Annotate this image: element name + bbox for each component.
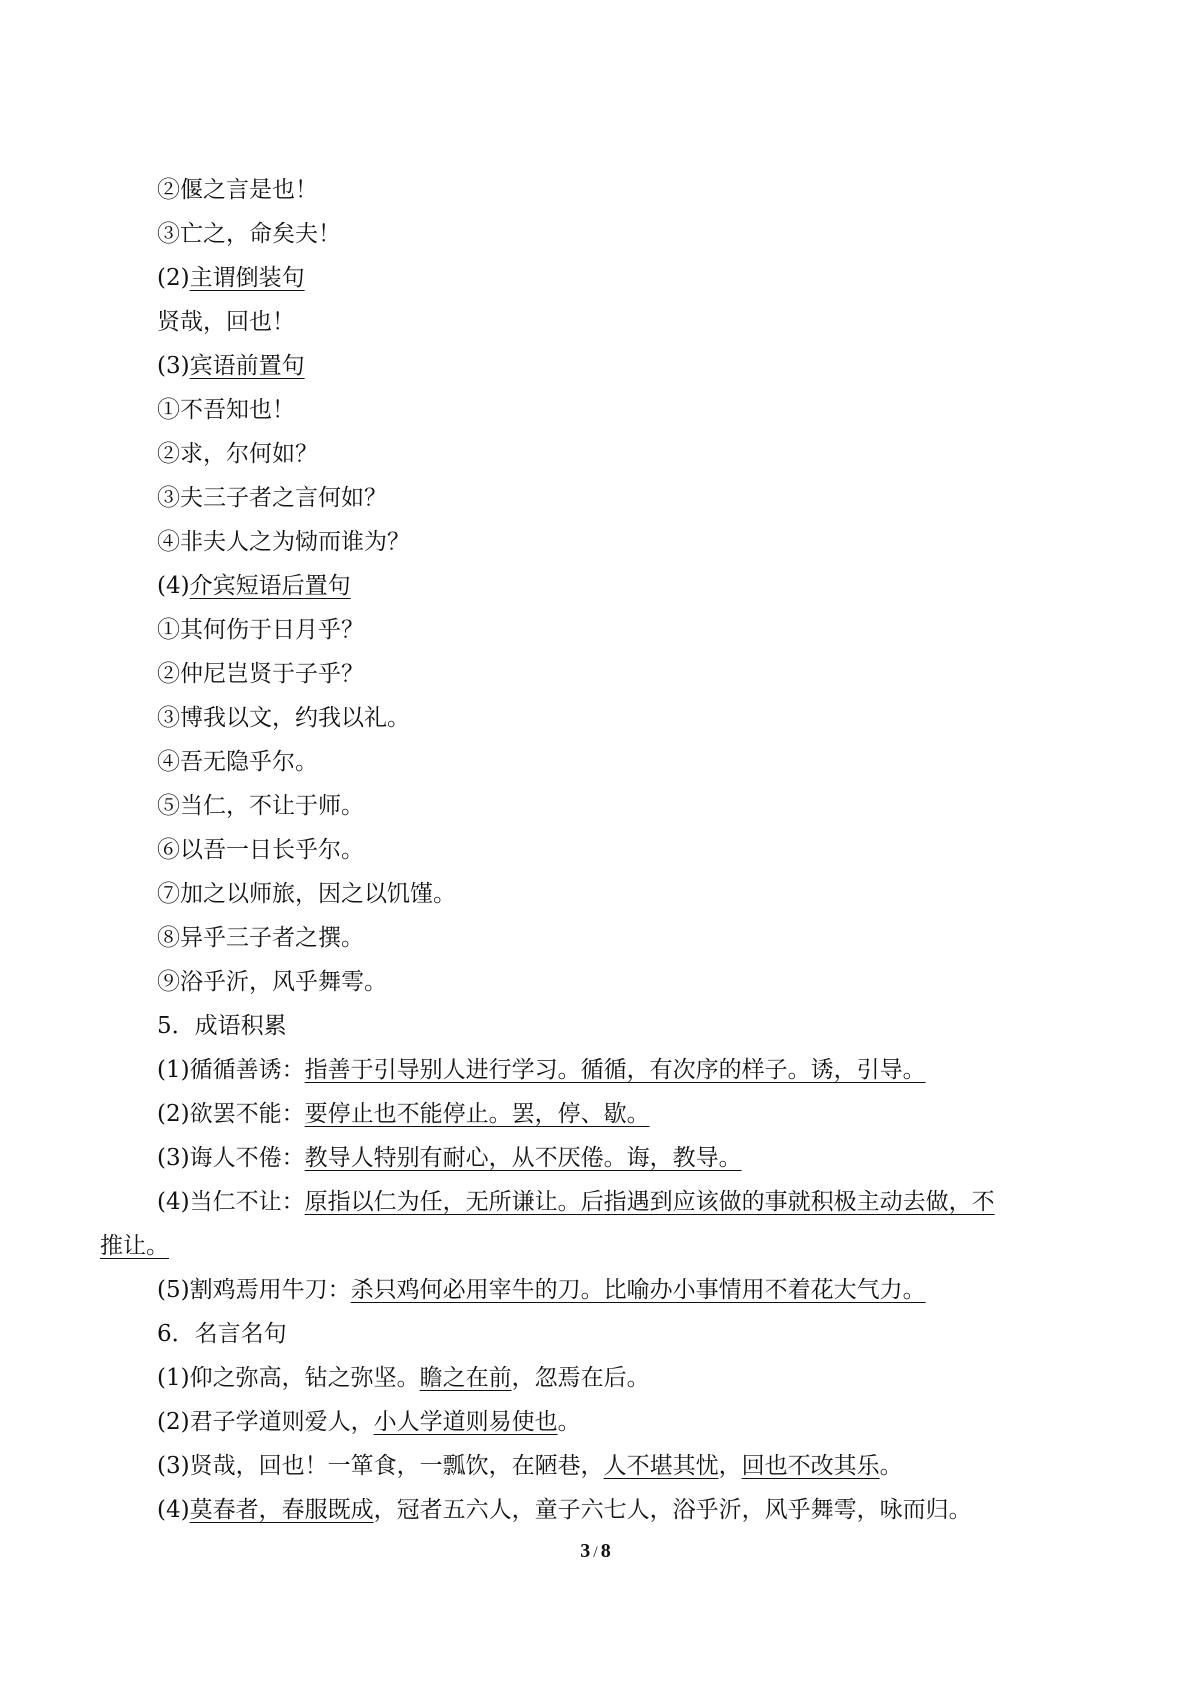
underlined-heading: 宾语前置句 [189, 353, 305, 379]
subsection-heading [100, 256, 1060, 300]
text-line: ①其何伤于日月乎？ [157, 617, 364, 643]
idiom-definition: 指善于引导别人进行学习。循循，有次序的样子。诱，引导。 [304, 1057, 926, 1083]
text-line: ④吾无隐乎尔。 [157, 749, 318, 775]
page-body [100, 168, 1060, 1532]
text-line: ③夫三子者之言何如？ [157, 485, 387, 511]
quote-text: ，忽焉在后。 [511, 1365, 650, 1391]
quote-text: ， [718, 1453, 742, 1479]
text-line: ⑦加之以师旅，因之以饥馑。 [157, 881, 456, 907]
text-line: ④非夫人之为恸而谁为？ [157, 529, 410, 555]
quote-text: (2)君子学道则爱人， [157, 1409, 374, 1435]
idiom-definition: 杀只鸡何必用宰牛的刀。比喻办小事情用不着花大气力。 [350, 1277, 926, 1303]
page-current: 3 [580, 1540, 591, 1562]
idiom-entry-continuation [100, 1224, 1060, 1268]
quote-text: ，冠者五六人，童子六七人，浴乎沂，风乎舞雩，咏而归。 [373, 1497, 972, 1523]
text-line: ②求，尔何如？ [157, 441, 318, 467]
text-line: ③博我以文，约我以礼。 [157, 705, 410, 731]
idiom-definition: 原指以仁为任，无所谦让。后指遇到应该做的事就积极主动去做，不 [304, 1189, 995, 1215]
text-line: 贤哉，回也！ [157, 309, 295, 335]
idiom-term: (2)欲罢不能： [157, 1101, 305, 1127]
quote-text: (3)贤哉，回也！一箪食，一瓢饮，在陋巷， [157, 1453, 604, 1479]
page-separator: / [593, 1544, 598, 1561]
text-line: ②偃之言是也！ [157, 177, 318, 203]
idiom-entry [100, 1092, 1060, 1136]
idiom-term: (1)循循善诱： [157, 1057, 305, 1083]
subsection-heading [100, 344, 1060, 388]
idiom-definition: 要停止也不能停止。罢，停、歇。 [304, 1101, 650, 1127]
idiom-entry [100, 1136, 1060, 1180]
quote-line [100, 1444, 1060, 1488]
quote-answer: 瞻之在前 [419, 1365, 512, 1391]
page-total: 8 [600, 1540, 611, 1562]
quote-answer: 莫春者，春服既成 [189, 1497, 374, 1523]
idiom-definition: 推让。 [100, 1233, 169, 1259]
quote-text: (1)仰之弥高，钻之弥坚。 [157, 1365, 420, 1391]
idiom-entry [100, 1180, 1060, 1224]
quote-text: 。 [879, 1453, 903, 1479]
text-line: ⑧异乎三子者之撰。 [157, 925, 364, 951]
subsection-heading [100, 564, 1060, 608]
underlined-heading: 主谓倒装句 [189, 265, 305, 291]
text-line: ⑤当仁，不让于师。 [157, 793, 364, 819]
underlined-heading: 介宾短语后置句 [189, 573, 351, 599]
quote-answer: 回也不改其乐 [741, 1453, 880, 1479]
text-line: ①不吾知也！ [157, 397, 295, 423]
idiom-entry [100, 1268, 1060, 1312]
quote-text: (4) [157, 1497, 190, 1523]
text-line: ⑨浴乎沂，风乎舞雩。 [157, 969, 387, 995]
quote-line [100, 1488, 1060, 1532]
item-number: (3) [157, 353, 190, 379]
quote-answer: 小人学道则易使也 [373, 1409, 558, 1435]
idiom-definition: 教导人特别有耐心，从不厌倦。诲，教导。 [304, 1145, 742, 1171]
quote-answer: 人不堪其忧 [603, 1453, 719, 1479]
quote-line [100, 1356, 1060, 1400]
section-heading: 5．成语积累 [157, 1013, 287, 1039]
idiom-term: (4)当仁不让： [157, 1189, 305, 1215]
page-number [0, 1540, 1191, 1563]
text-line: ②仲尼岂贤于子乎？ [157, 661, 364, 687]
idiom-term: (3)诲人不倦： [157, 1145, 305, 1171]
idiom-entry [100, 1048, 1060, 1092]
quote-line [100, 1400, 1060, 1444]
item-number: (4) [157, 573, 190, 599]
idiom-term: (5)割鸡焉用牛刀： [157, 1277, 351, 1303]
quote-text: 。 [557, 1409, 581, 1435]
text-line: ⑥以吾一日长乎尔。 [157, 837, 364, 863]
section-heading: 6．名言名句 [157, 1321, 287, 1347]
text-line: ③亡之，命矣夫！ [157, 221, 341, 247]
item-number: (2) [157, 265, 190, 291]
